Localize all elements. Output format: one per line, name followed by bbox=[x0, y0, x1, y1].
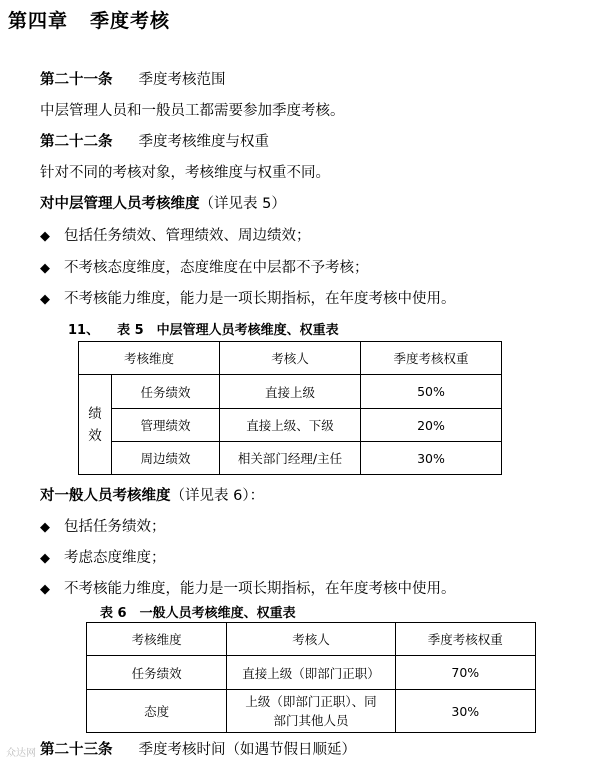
list-item: ◆ 包括任务绩效； bbox=[40, 519, 166, 535]
table-row bbox=[79, 409, 502, 442]
table-header-row bbox=[79, 342, 502, 375]
table-row bbox=[87, 656, 536, 690]
diamond-bullet-icon: ◆ bbox=[40, 520, 50, 535]
table5-caption-number: 11、 bbox=[68, 323, 100, 338]
table-header-cell: 考核人 bbox=[220, 342, 361, 375]
table-cell: 任务绩效 bbox=[112, 375, 220, 409]
table-cell: 50% bbox=[361, 375, 502, 409]
general-staff-heading-note: （详见表 6）： bbox=[170, 488, 265, 504]
table-cell: 70% bbox=[395, 656, 535, 690]
table-header-row bbox=[87, 623, 536, 656]
table5 bbox=[78, 341, 502, 475]
article-number: 第二十二条 bbox=[40, 134, 113, 150]
paragraph-dimensions: 针对不同的考核对象，考核维度与权重不同。 bbox=[40, 165, 330, 181]
list-item: ◆ 考虑态度维度； bbox=[40, 550, 166, 566]
diamond-bullet-icon: ◆ bbox=[40, 551, 50, 566]
table-cell: 30% bbox=[361, 442, 502, 475]
table-cell: 周边绩效 bbox=[112, 442, 220, 475]
table6-caption: 表 6 一般人员考核维度、权重表 bbox=[100, 606, 296, 621]
article-title: 季度考核范围 bbox=[138, 72, 226, 88]
list-item: ◆ 包括任务绩效、管理绩效、周边绩效； bbox=[40, 228, 311, 244]
chapter-title: 季度考核 bbox=[90, 10, 171, 32]
table-cell: 30% bbox=[395, 690, 535, 733]
table-cell: 直接上级（即部门正职） bbox=[227, 656, 395, 690]
table-cell: 直接上级 bbox=[220, 375, 361, 409]
watermark: 众达网 bbox=[6, 748, 36, 759]
table5-caption bbox=[68, 319, 339, 338]
article-title: 季度考核维度与权重 bbox=[138, 134, 269, 150]
list-item: ◆ 不考核态度维度，态度维度在中层都不予考核； bbox=[40, 260, 369, 276]
article-22 bbox=[40, 130, 269, 151]
table-cell: 20% bbox=[361, 409, 502, 442]
mid-level-heading-bold: 对中层管理人员考核维度 bbox=[40, 196, 200, 212]
general-staff-heading-bold: 对一般人员考核维度 bbox=[40, 488, 171, 504]
table6 bbox=[86, 622, 536, 733]
table-cell bbox=[227, 690, 395, 733]
table-cell: 任务绩效 bbox=[87, 656, 227, 690]
list-item: ◆ 不考核能力维度，能力是一项长期指标，在年度考核中使用。 bbox=[40, 581, 456, 597]
chapter-number: 第四章 bbox=[8, 10, 69, 32]
mid-level-heading-note: （详见表 5） bbox=[199, 196, 286, 212]
group-label-cell bbox=[79, 375, 112, 475]
table-row bbox=[79, 442, 502, 475]
table-header-cell: 考核维度 bbox=[87, 623, 227, 656]
table-cell: 相关部门经理/主任 bbox=[220, 442, 361, 475]
table-header-cell: 季度考核权重 bbox=[395, 623, 535, 656]
mid-level-heading bbox=[40, 192, 286, 213]
article-23 bbox=[40, 738, 356, 759]
article-title: 季度考核时间（如遇节假日顺延） bbox=[138, 742, 356, 758]
rater-line: 上级（即部门正职）、同 bbox=[245, 694, 377, 709]
diamond-bullet-icon: ◆ bbox=[40, 261, 50, 276]
chapter-heading bbox=[8, 6, 170, 33]
table-header-cell: 季度考核权重 bbox=[361, 342, 502, 375]
table-cell: 管理绩效 bbox=[112, 409, 220, 442]
group-label: 绩效 bbox=[88, 405, 102, 444]
table-row bbox=[79, 375, 502, 409]
table-cell: 态度 bbox=[87, 690, 227, 733]
table-header-cell: 考核维度 bbox=[79, 342, 220, 375]
table-header-cell: 考核人 bbox=[227, 623, 395, 656]
table-row bbox=[87, 690, 536, 733]
article-21 bbox=[40, 68, 226, 89]
article-number: 第二十三条 bbox=[40, 742, 113, 758]
general-staff-heading bbox=[40, 484, 264, 505]
diamond-bullet-icon: ◆ bbox=[40, 229, 50, 244]
diamond-bullet-icon: ◆ bbox=[40, 582, 50, 597]
rater-line: 部门其他人员 bbox=[273, 713, 349, 728]
table5-caption-title: 表 5 中层管理人员考核维度、权重表 bbox=[117, 323, 339, 338]
table-cell: 直接上级、下级 bbox=[220, 409, 361, 442]
diamond-bullet-icon: ◆ bbox=[40, 292, 50, 307]
article-number: 第二十一条 bbox=[40, 72, 113, 88]
paragraph-scope: 中层管理人员和一般员工都需要参加季度考核。 bbox=[40, 103, 345, 119]
list-item: ◆ 不考核能力维度，能力是一项长期指标，在年度考核中使用。 bbox=[40, 291, 456, 307]
